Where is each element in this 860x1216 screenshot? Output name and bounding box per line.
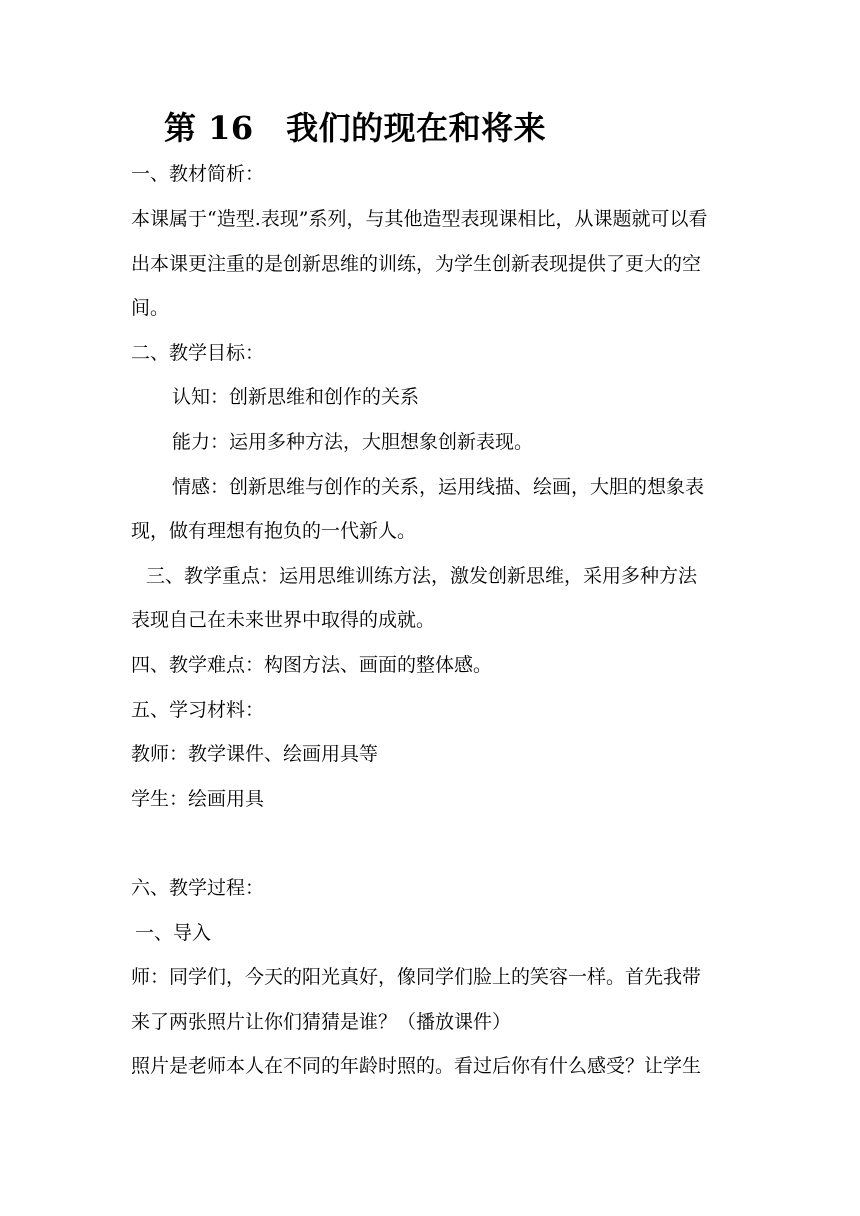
subsection-heading-introduction: 一、导入 — [135, 922, 212, 944]
section-heading-textbook-analysis: 一、教材简析： — [131, 163, 265, 185]
paragraph-line: 本课属于“造型.表现”系列，与其他造型表现课相比，从课题就可以看 — [131, 208, 708, 230]
paragraph-line: 师：同学们，今天的阳光真好，像同学们脸上的笑容一样。首先我带 — [131, 966, 702, 988]
goal-emotion: 情感：创新思维与创作的关系，运用线描、绘画，大胆的想象表 — [172, 476, 705, 498]
materials-teacher: 教师：教学课件、绘画用具等 — [131, 743, 379, 765]
paragraph-line: 照片是老师本人在不同的年龄时照的。看过后你有什么感受？让学生 — [131, 1055, 702, 1077]
section-heading-teaching-goals: 二、教学目标： — [131, 342, 265, 364]
section-heading-materials: 五、学习材料： — [131, 699, 265, 721]
section-heading-difficulties: 四、教学难点：构图方法、画面的整体感。 — [131, 654, 493, 676]
document-title: 第 16 我们的现在和将来 — [164, 109, 547, 147]
materials-student: 学生：绘画用具 — [131, 788, 265, 810]
section-heading-teaching-process: 六、教学过程： — [131, 877, 265, 899]
paragraph-line: 来了两张照片让你们猜猜是谁？（播放课件） — [131, 1011, 512, 1033]
paragraph-line: 出本课更注重的是创新思维的训练，为学生创新表现提供了更大的空 — [131, 253, 702, 275]
paragraph-line: 表现自己在未来世界中取得的成就。 — [131, 609, 436, 631]
section-heading-key-points: 三、教学重点：运用思维训练方法，激发创新思维，采用多种方法 — [146, 565, 698, 587]
goal-ability: 能力：运用多种方法，大胆想象创新表现。 — [172, 431, 534, 453]
goal-cognition: 认知：创新思维和创作的关系 — [172, 386, 420, 408]
paragraph-line: 现，做有理想有抱负的一代新人。 — [131, 520, 417, 542]
paragraph-line: 间。 — [131, 297, 170, 319]
